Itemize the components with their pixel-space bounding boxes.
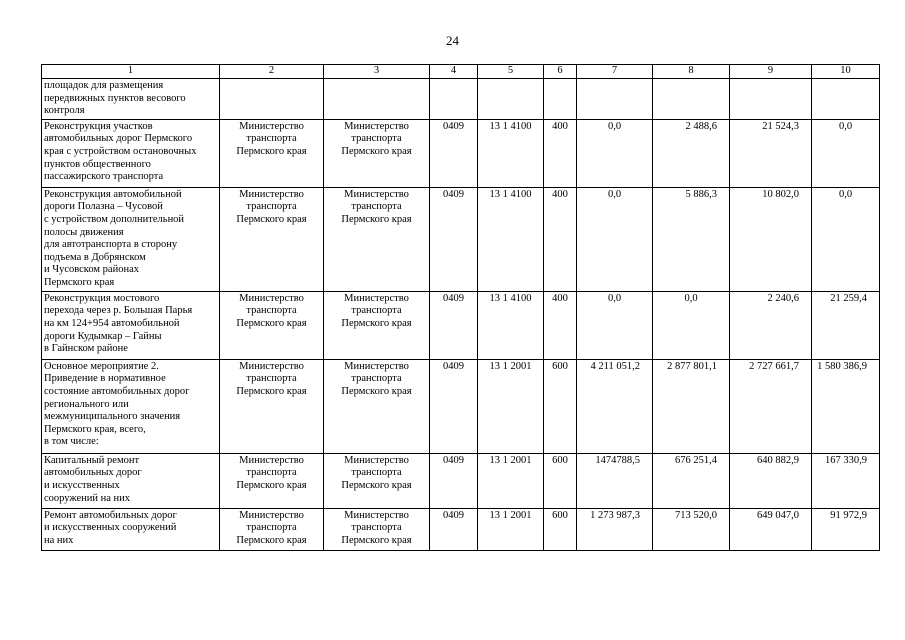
amount-cell-7: 1474788,5 xyxy=(577,453,653,508)
amount-cell-9: 640 882,9 xyxy=(730,453,812,508)
column-header-4: 4 xyxy=(430,65,478,79)
budget-table xyxy=(41,64,880,551)
expense-type-cell: 600 xyxy=(544,453,577,508)
responsible-cell: Министерство транспорта Пермского края xyxy=(220,291,324,359)
amount-cell-10 xyxy=(812,79,880,120)
section-code-cell: 0409 xyxy=(430,187,478,291)
participant-cell: Министерство транспорта Пермского края xyxy=(324,119,430,187)
expense-type-cell: 600 xyxy=(544,359,577,453)
amount-cell-7: 1 273 987,3 xyxy=(577,508,653,550)
amount-cell-7: 0,0 xyxy=(577,119,653,187)
page-number: 24 xyxy=(446,33,459,48)
event-name-cell: Реконструкция мостового перехода через р. Большая Парья на км 124+954 автомобильной дороги Кудымкар – Гайны в Гайнском районе xyxy=(42,291,220,359)
amount-cell-8 xyxy=(653,79,730,120)
participant-cell xyxy=(324,79,430,120)
expense-type-cell xyxy=(544,79,577,120)
amount-cell-9: 2 727 661,7 xyxy=(730,359,812,453)
target-code-cell: 13 1 4100 xyxy=(478,291,544,359)
target-code-cell: 13 1 4100 xyxy=(478,187,544,291)
amount-cell-10: 167 330,9 xyxy=(812,453,880,508)
column-header-7: 7 xyxy=(577,65,653,79)
column-header-3: 3 xyxy=(324,65,430,79)
amount-cell-7 xyxy=(577,79,653,120)
amount-cell-8: 713 520,0 xyxy=(653,508,730,550)
section-code-cell xyxy=(430,79,478,120)
responsible-cell: Министерство транспорта Пермского края xyxy=(220,119,324,187)
event-name-cell: Реконструкция автомобильной дороги Полазна – Чусовой с устройством дополнительной полосы движения для автотранспорта в сторону подъема в Добрянском и Чусовском районах Пермского края xyxy=(42,187,220,291)
table-row xyxy=(42,291,880,359)
amount-cell-8: 5 886,3 xyxy=(653,187,730,291)
table-body xyxy=(42,65,880,551)
target-code-cell: 13 1 2001 xyxy=(478,508,544,550)
amount-cell-8: 2 877 801,1 xyxy=(653,359,730,453)
amount-cell-9: 21 524,3 xyxy=(730,119,812,187)
amount-cell-8: 2 488,6 xyxy=(653,119,730,187)
section-code-cell: 0409 xyxy=(430,359,478,453)
amount-cell-10: 0,0 xyxy=(812,119,880,187)
target-code-cell: 13 1 2001 xyxy=(478,453,544,508)
column-header-9: 9 xyxy=(730,65,812,79)
amount-cell-10: 91 972,9 xyxy=(812,508,880,550)
expense-type-cell: 400 xyxy=(544,119,577,187)
amount-cell-10: 0,0 xyxy=(812,187,880,291)
amount-cell-7: 0,0 xyxy=(577,187,653,291)
section-code-cell: 0409 xyxy=(430,291,478,359)
responsible-cell xyxy=(220,79,324,120)
responsible-cell: Министерство транспорта Пермского края xyxy=(220,359,324,453)
amount-cell-9: 10 802,0 xyxy=(730,187,812,291)
expense-type-cell: 400 xyxy=(544,187,577,291)
target-code-cell: 13 1 2001 xyxy=(478,359,544,453)
amount-cell-9: 2 240,6 xyxy=(730,291,812,359)
participant-cell: Министерство транспорта Пермского края xyxy=(324,187,430,291)
expense-type-cell: 400 xyxy=(544,291,577,359)
amount-cell-9 xyxy=(730,79,812,120)
amount-cell-10: 21 259,4 xyxy=(812,291,880,359)
section-code-cell: 0409 xyxy=(430,508,478,550)
target-code-cell xyxy=(478,79,544,120)
column-header-6: 6 xyxy=(544,65,577,79)
responsible-cell: Министерство транспорта Пермского края xyxy=(220,453,324,508)
event-name-cell: площадок для размещения передвижных пунктов весового контроля xyxy=(42,79,220,120)
event-name-cell: Капитальный ремонт автомобильных дорог и искусственных сооружений на них xyxy=(42,453,220,508)
target-code-cell: 13 1 4100 xyxy=(478,119,544,187)
column-header-1: 1 xyxy=(42,65,220,79)
amount-cell-7: 0,0 xyxy=(577,291,653,359)
column-header-8: 8 xyxy=(653,65,730,79)
participant-cell: Министерство транспорта Пермского края xyxy=(324,359,430,453)
amount-cell-10: 1 580 386,9 xyxy=(812,359,880,453)
header-row xyxy=(42,65,880,79)
table-row xyxy=(42,79,880,120)
participant-cell: Министерство транспорта Пермского края xyxy=(324,453,430,508)
section-code-cell: 0409 xyxy=(430,119,478,187)
table-row xyxy=(42,359,880,453)
table-row xyxy=(42,119,880,187)
responsible-cell: Министерство транспорта Пермского края xyxy=(220,187,324,291)
column-header-5: 5 xyxy=(478,65,544,79)
expense-type-cell: 600 xyxy=(544,508,577,550)
amount-cell-8: 676 251,4 xyxy=(653,453,730,508)
event-name-cell: Ремонт автомобильных дорог и искусственных сооружений на них xyxy=(42,508,220,550)
participant-cell: Министерство транспорта Пермского края xyxy=(324,291,430,359)
amount-cell-9: 649 047,0 xyxy=(730,508,812,550)
participant-cell: Министерство транспорта Пермского края xyxy=(324,508,430,550)
column-header-10: 10 xyxy=(812,65,880,79)
amount-cell-7: 4 211 051,2 xyxy=(577,359,653,453)
table-row xyxy=(42,453,880,508)
table-row xyxy=(42,187,880,291)
event-name-cell: Основное мероприятие 2. Приведение в нормативное состояние автомобильных дорог регионального или межмуниципального значения Пермского края, всего, в том числе: xyxy=(42,359,220,453)
event-name-cell: Реконструкция участков автомобильных дорог Пермского края с устройством остановочных пунктов общественного пассажирского транспорта xyxy=(42,119,220,187)
column-header-2: 2 xyxy=(220,65,324,79)
table-row xyxy=(42,508,880,550)
amount-cell-8: 0,0 xyxy=(653,291,730,359)
responsible-cell: Министерство транспорта Пермского края xyxy=(220,508,324,550)
section-code-cell: 0409 xyxy=(430,453,478,508)
